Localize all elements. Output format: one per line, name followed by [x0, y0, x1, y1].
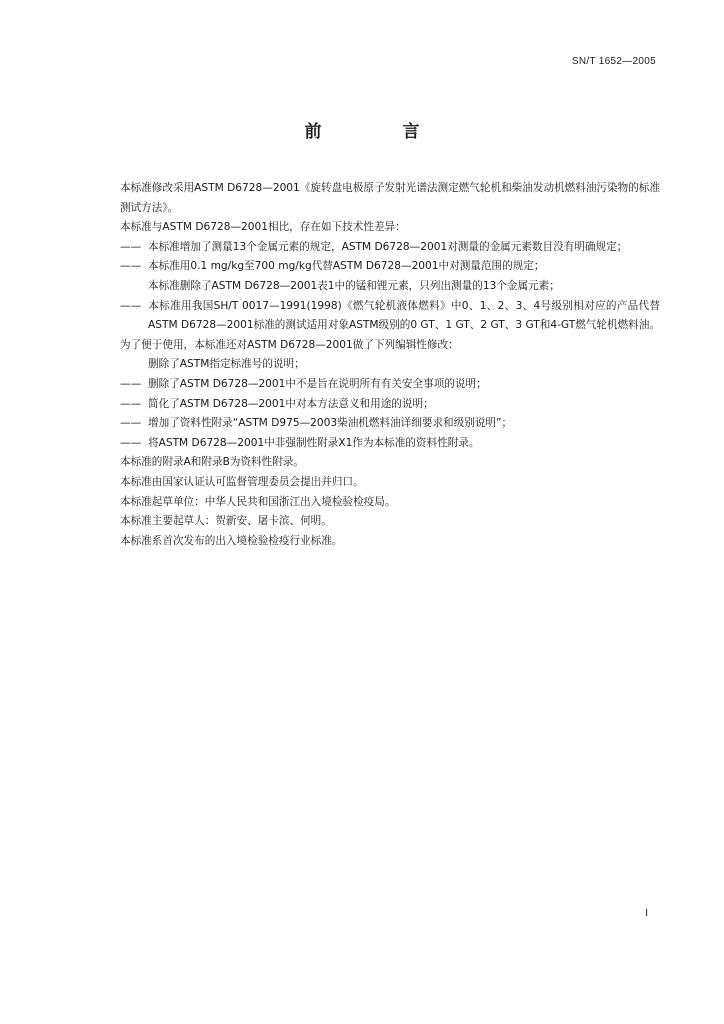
- list-item-text: 本标准删除了ASTM D6728—2001表1中的锰和锂元素，只列出测量的13个金属元素；: [148, 279, 560, 292]
- paragraph: 本标准系首次发布的出入境检验检疫行业标准。: [120, 534, 343, 547]
- dash-marker: ——: [120, 417, 142, 430]
- list-item-text: 本标准用0.1 mg/kg至700 mg/kg代替ASTM D6728—2001中对测量范围的规定；: [148, 260, 545, 273]
- dash-marker: ——: [120, 299, 142, 312]
- paragraph: 本标准主要起草人：贺新安、屠卡滨、何明。: [120, 515, 332, 528]
- paragraph: 本标准与ASTM D6728—2001相比，存在如下技术性差异：: [120, 221, 406, 234]
- paragraph: 本标准起草单位：中华人民共和国浙江出入境检验检疫局。: [120, 495, 396, 508]
- standard-code: SN/T 1652—2005: [571, 56, 656, 67]
- list-item: [120, 238, 660, 258]
- document-body: [120, 179, 660, 551]
- dash-marker: ——: [120, 260, 142, 273]
- dash-marker: ——: [120, 436, 142, 449]
- list-item-text: 将ASTM D6728—2001中非强制性附录X1作为本标准的资料性附录。: [148, 436, 480, 449]
- list-item-text: 本标准增加了测量13个金属元素的规定，ASTM D6728—2001对测量的金属元素数目没有明确规定；: [148, 240, 628, 253]
- page-title: 前 言: [304, 122, 452, 142]
- paragraph: 为了便于使用，本标准还对ASTM D6728—2001做了下列编辑性修改：: [120, 338, 459, 351]
- list-item-text: 删除了ASTM D6728—2001中不是旨在说明所有有关安全事项的说明；: [148, 377, 487, 390]
- paragraph: 本标准修改采用ASTM D6728—2001《旋转盘电极原子发射光谱法测定燃气轮机和柴油发动机燃料油污染物的标准测试方法》。: [120, 182, 660, 214]
- dash-marker: ——: [120, 377, 142, 390]
- list-item-text: 增加了资料性附录“ASTM D975—2003柴油机燃料油详细要求和级别说明”；: [148, 417, 513, 430]
- list-item-text: 简化了ASTM D6728—2001中对本方法意义和用途的说明；: [148, 397, 434, 410]
- dash-marker: ——: [120, 397, 142, 410]
- paragraph: 本标准由国家认证认可监督管理委员会提出并归口。: [120, 475, 364, 488]
- list-item: [120, 257, 660, 277]
- list-item: [120, 414, 660, 434]
- list-item: [120, 434, 660, 454]
- list-item: [120, 395, 660, 415]
- paragraph: 本标准的附录A和附录B为资料性附录。: [120, 456, 305, 469]
- list-item: [120, 297, 660, 336]
- page-number: I: [645, 908, 648, 919]
- list-item-text: 本标准用我国SH/T 0017—1991(1998)《燃气轮机液体燃料》中0、1、2、3、4号级别相对应的产品代替ASTM D6728—2001标准的测试适用对象ASTM级别的0 GT、1 GT、2 GT、3 GT和4-GT燃气轮机燃料油。: [148, 299, 660, 332]
- list-item: [120, 375, 660, 395]
- list-item-text: 删除了ASTM指定标准号的说明；: [148, 358, 305, 371]
- dash-marker: ——: [120, 240, 142, 253]
